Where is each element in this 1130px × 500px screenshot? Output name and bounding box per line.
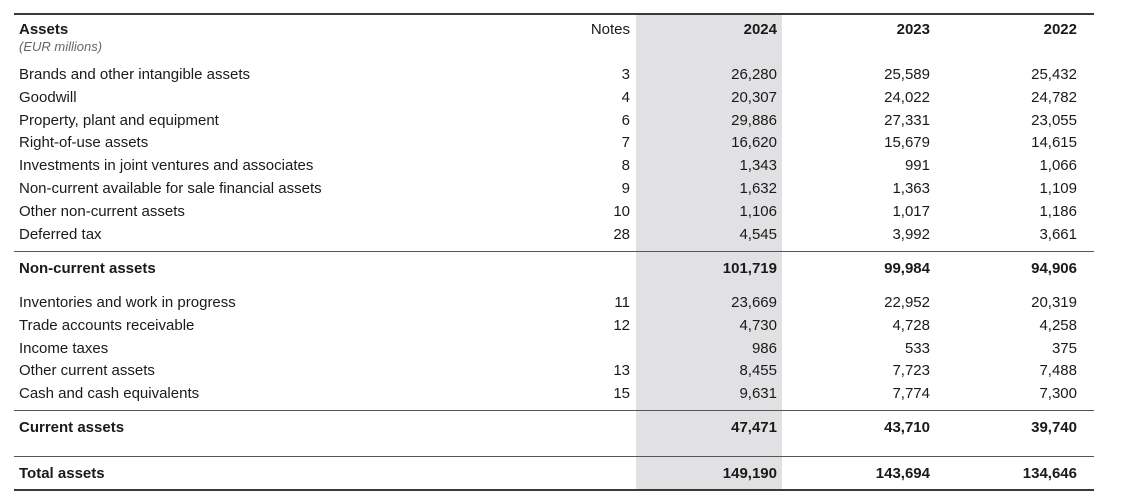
subtotal-value-2023: 43,710 (884, 419, 930, 436)
year-header-2023: 2023 (896, 21, 930, 38)
row-label: Brands and other intangible assets (19, 66, 250, 83)
row-label: Deferred tax (19, 226, 102, 243)
row-note: 6 (621, 112, 630, 129)
divider (14, 251, 1094, 252)
row-value-2022: 25,432 (1031, 66, 1077, 83)
subtotal-value-2022: 39,740 (1031, 419, 1077, 436)
row-label: Other current assets (19, 362, 155, 379)
row-value-2023: 7,774 (892, 385, 930, 402)
row-note: 15 (613, 385, 630, 402)
row-value-2022: 1,066 (1039, 157, 1077, 174)
row-label: Goodwill (19, 89, 77, 106)
row-value-2022: 7,300 (1039, 385, 1077, 402)
subtotal-value-2023: 99,984 (884, 260, 930, 277)
notes-header: Notes (590, 21, 630, 38)
row-value-2024: 4,730 (739, 317, 777, 334)
row-note: 3 (621, 66, 630, 83)
row-value-2024: 986 (751, 340, 777, 357)
row-value-2024: 16,620 (731, 134, 777, 151)
table-title: Assets (19, 21, 69, 38)
grand-total-value-2023: 143,694 (875, 465, 930, 482)
row-value-2023: 3,992 (892, 226, 930, 243)
row-label: Investments in joint ventures and associates (19, 157, 314, 174)
row-value-2022: 14,615 (1031, 134, 1077, 151)
row-value-2024: 1,106 (739, 203, 777, 220)
row-note: 28 (613, 226, 630, 243)
subtotal-label: Current assets (19, 419, 125, 436)
table-subtitle: (EUR millions) (19, 39, 103, 54)
row-label: Right-of-use assets (19, 134, 149, 151)
row-value-2023: 15,679 (884, 134, 930, 151)
row-note: 4 (621, 89, 630, 106)
row-label: Other non-current assets (19, 203, 185, 220)
top-rule (14, 13, 1094, 15)
row-value-2024: 29,886 (731, 112, 777, 129)
row-value-2022: 1,186 (1039, 203, 1077, 220)
row-note: 10 (613, 203, 630, 220)
row-value-2024: 26,280 (731, 66, 777, 83)
row-note: 12 (613, 317, 630, 334)
row-value-2022: 3,661 (1039, 226, 1077, 243)
row-value-2024: 4,545 (739, 226, 777, 243)
row-value-2024: 1,632 (739, 180, 777, 197)
row-value-2022: 24,782 (1031, 89, 1077, 106)
row-value-2024: 20,307 (731, 89, 777, 106)
divider (14, 456, 1094, 457)
row-value-2023: 25,589 (884, 66, 930, 83)
subtotal-value-2022: 94,906 (1031, 260, 1077, 277)
grand-total-label: Total assets (19, 465, 105, 482)
row-value-2023: 27,331 (884, 112, 930, 129)
row-value-2024: 9,631 (739, 385, 777, 402)
row-value-2024: 8,455 (739, 362, 777, 379)
grand-total-value-2022: 134,646 (1022, 465, 1077, 482)
subtotal-label: Non-current assets (19, 260, 156, 277)
row-value-2023: 22,952 (884, 294, 930, 311)
row-note: 8 (621, 157, 630, 174)
row-value-2023: 1,017 (892, 203, 930, 220)
row-value-2022: 4,258 (1039, 317, 1077, 334)
row-label: Trade accounts receivable (19, 317, 195, 334)
row-label: Cash and cash equivalents (19, 385, 200, 402)
row-note: 9 (621, 180, 630, 197)
row-value-2024: 23,669 (731, 294, 777, 311)
row-label: Property, plant and equipment (19, 112, 219, 129)
row-value-2023: 991 (904, 157, 930, 174)
row-note: 11 (614, 294, 630, 311)
row-value-2024: 1,343 (739, 157, 777, 174)
row-value-2023: 1,363 (892, 180, 930, 197)
row-value-2022: 375 (1051, 340, 1077, 357)
year-header-2024: 2024 (743, 21, 777, 38)
year-header-2022: 2022 (1043, 21, 1077, 38)
row-value-2023: 4,728 (892, 317, 930, 334)
row-value-2023: 7,723 (892, 362, 930, 379)
row-value-2022: 20,319 (1031, 294, 1077, 311)
row-value-2022: 1,109 (1039, 180, 1077, 197)
row-label: Non-current available for sale financial assets (19, 180, 322, 197)
row-value-2022: 23,055 (1031, 112, 1077, 129)
row-value-2023: 533 (904, 340, 930, 357)
subtotal-value-2024: 101,719 (722, 260, 777, 277)
row-note: 13 (613, 362, 630, 379)
row-value-2022: 7,488 (1039, 362, 1077, 379)
row-value-2023: 24,022 (884, 89, 930, 106)
row-label: Inventories and work in progress (19, 294, 236, 311)
divider (14, 410, 1094, 411)
subtotal-value-2024: 47,471 (731, 419, 777, 436)
grand-total-value-2024: 149,190 (722, 465, 777, 482)
row-note: 7 (621, 134, 630, 151)
row-label: Income taxes (19, 340, 109, 357)
bottom-rule (14, 489, 1094, 491)
